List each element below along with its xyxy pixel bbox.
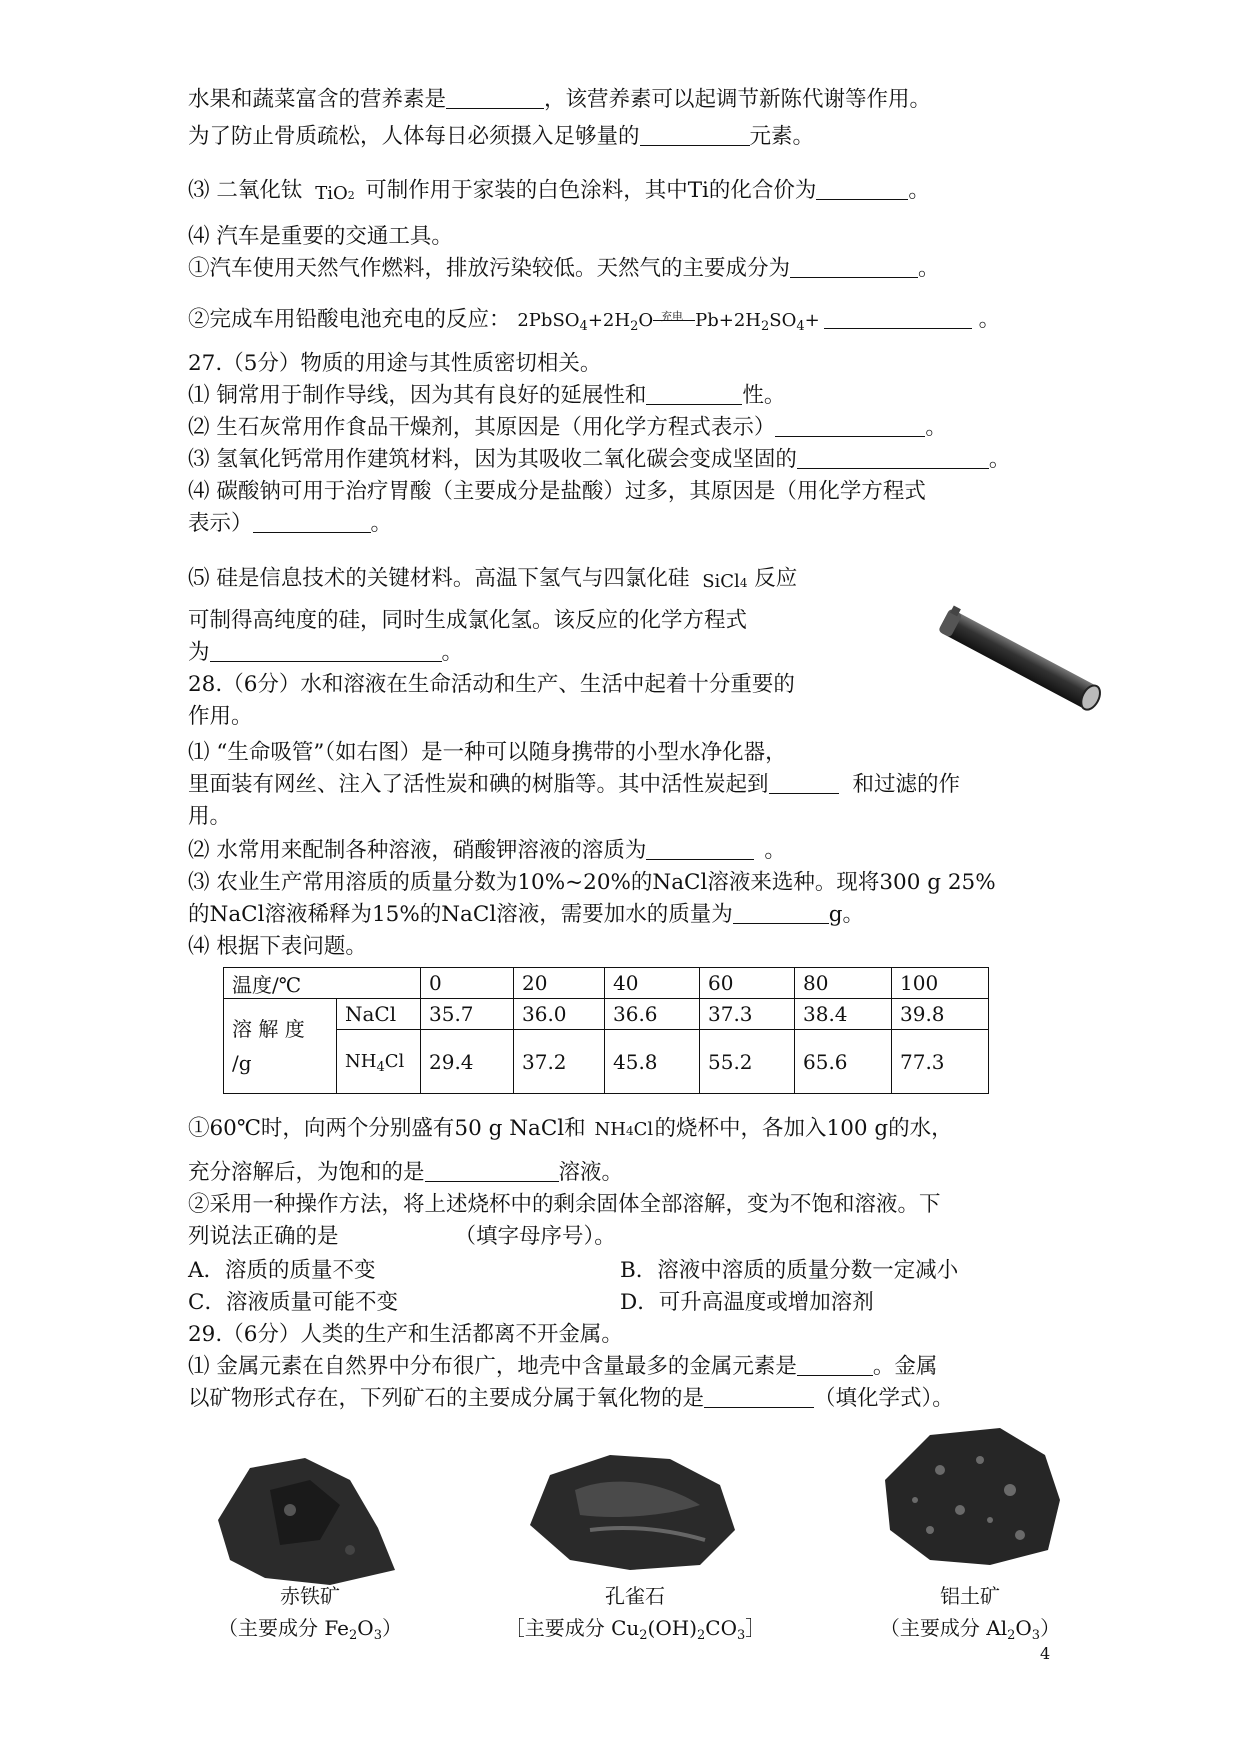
question-text: 和过滤的作 — [852, 772, 961, 797]
text-line — [188, 564, 797, 594]
table-cell: 20 — [514, 968, 605, 999]
text-line — [188, 1190, 941, 1220]
malachite-image — [520, 1445, 740, 1575]
text-line — [188, 606, 747, 636]
text-line — [188, 1114, 953, 1144]
question-4 — [188, 222, 453, 252]
answer-blank[interactable] — [775, 414, 925, 437]
question-text: ⑸ 硅是信息技术的关键材料。高温下氢气与四氯化硅 — [188, 566, 690, 591]
question-3 — [188, 176, 930, 206]
question-text: ⑶ 二氧化钛 — [188, 178, 303, 203]
question-text: 28.（6分）水和溶液在生命活动和生产、生活中起着十分重要的 — [188, 672, 795, 697]
question-text: 反应 — [754, 566, 798, 591]
text-line — [188, 1158, 623, 1188]
question-text: ，该营养素可以起调节新陈代谢等作用。 — [544, 87, 932, 112]
chemical-equation: $2PbSO_4+2H_2O$ 充电 $Pb+2H_2SO_4+$ — [517, 310, 819, 331]
option-c[interactable]: C．溶液质量可能不变 — [188, 1290, 398, 1315]
question-text: 。 — [441, 640, 464, 665]
text-line — [188, 770, 960, 800]
life-straw-image — [930, 605, 1110, 715]
text-line — [188, 932, 367, 962]
question-28 — [188, 670, 795, 700]
answer-blank[interactable] — [797, 446, 989, 469]
text-line — [188, 738, 787, 768]
question-text: 列说法正确的是 — [188, 1224, 339, 1249]
question-text: 。 — [918, 256, 940, 281]
table-cell: 36.0 — [514, 999, 605, 1030]
table-cell: 45.8 — [605, 1030, 700, 1094]
answer-blank[interactable] — [425, 1159, 559, 1182]
question-text: 。 — [988, 447, 1011, 472]
answer-blank[interactable] — [797, 1353, 873, 1376]
answer-blank[interactable] — [640, 123, 750, 146]
mineral-formula: （主要成分 $Fe_2O_3$） — [218, 1616, 402, 1643]
question-text: 表示） — [188, 511, 253, 536]
text-line — [188, 122, 814, 152]
table-cell: 35.7 — [421, 999, 514, 1030]
table-cell: 40 — [605, 968, 700, 999]
answer-blank[interactable] — [816, 177, 908, 200]
table-cell: 37.2 — [514, 1030, 605, 1094]
option-b[interactable]: B．溶液中溶质的质量分数一定减小 — [620, 1258, 959, 1283]
answer-blank[interactable] — [253, 510, 371, 533]
formula-nh4cl: NH4Cl — [594, 1119, 654, 1140]
question-text: ⑴ 金属元素在自然界中分布很广，地壳中含量最多的金属元素是 — [188, 1354, 797, 1379]
text-line — [188, 305, 1000, 336]
question-text: ①汽车使用天然气作燃料，排放污染较低。天然气的主要成分为 — [188, 256, 791, 281]
text-line — [188, 802, 231, 832]
hematite-image — [210, 1450, 400, 1590]
text-line — [188, 836, 786, 866]
table-cell: 100 — [892, 968, 989, 999]
option-d[interactable]: D．可升高温度或增加溶剂 — [620, 1290, 874, 1315]
question-text: ⑴ 铜常用于制作导线，因为其有良好的延展性和 — [188, 383, 647, 408]
table-header-temp: 温度/℃ — [224, 968, 421, 999]
question-text: 水果和蔬菜富含的营养素是 — [188, 87, 447, 112]
page-number: 4 — [1040, 1644, 1051, 1663]
text-line — [188, 868, 996, 898]
question-text: ②采用一种操作方法，将上述烧杯中的剩余固体全部溶解，变为不饱和溶液。下 — [188, 1192, 941, 1217]
table-cell: 0 — [421, 968, 514, 999]
answer-blank[interactable] — [733, 901, 829, 924]
text-line — [188, 509, 392, 539]
text-line — [188, 1222, 616, 1252]
question-text: 可制得高纯度的硅，同时生成氯化氢。该反应的化学方程式 — [188, 608, 748, 633]
answer-blank[interactable] — [824, 306, 972, 329]
question-text: 溶液。 — [558, 1160, 624, 1185]
question-text: 性。 — [742, 383, 786, 408]
text-line — [188, 702, 253, 732]
text-line — [188, 477, 926, 507]
question-text: （填字母序号）。 — [454, 1224, 616, 1249]
answer-blank[interactable] — [646, 382, 742, 405]
question-text: 里面装有网丝、注入了活性炭和碘的树脂等。其中活性炭起到 — [188, 772, 769, 797]
answer-blank[interactable] — [790, 255, 918, 278]
table-cell: 77.3 — [892, 1030, 989, 1094]
formula-tio2: TiO2 — [315, 183, 355, 204]
text-line — [188, 445, 1010, 475]
question-text: ⑵ 生石灰常用作食品干燥剂，其原因是（用化学方程式表示） — [188, 415, 776, 440]
text-line — [188, 1384, 954, 1414]
question-text: 29.（6分）人类的生产和生活都离不开金属。 — [188, 1322, 623, 1347]
question-text: ⑶ 农业生产常用溶质的质量分数为10%~20%的NaCl溶液来选种。现将300 g 25% — [188, 870, 996, 895]
question-text: ⑷ 碳酸钠可用于治疗胃酸（主要成分是盐酸）过多，其原因是（用化学方程式 — [188, 479, 926, 504]
question-text: （填化学式）。 — [814, 1386, 954, 1411]
question-27 — [188, 349, 601, 379]
bauxite-image — [870, 1420, 1070, 1570]
question-text: 用。 — [188, 804, 232, 829]
question-text: ⑶ 氢氧化钙常用作建筑材料，因为其吸收二氧化碳会变成坚固的 — [188, 447, 797, 472]
table-cell: 80 — [795, 968, 892, 999]
answer-blank[interactable] — [704, 1385, 814, 1408]
answer-blank[interactable] — [446, 86, 544, 109]
text-line — [188, 381, 785, 411]
question-text: 。 — [370, 511, 393, 536]
table-cell: 55.2 — [700, 1030, 795, 1094]
text-line — [188, 85, 931, 115]
question-29 — [188, 1320, 623, 1350]
mineral-formula: ［主要成分 $Cu_2(OH)_2CO_3]$ — [504, 1616, 766, 1643]
table-row-label: NaCl — [337, 999, 421, 1030]
mineral-name: 孔雀石 — [605, 1584, 665, 1608]
mineral-formula: （主要成分 $Al_2O_3$） — [879, 1616, 1061, 1643]
question-text: ①60℃时，向两个分别盛有50 g NaCl和 — [188, 1116, 586, 1141]
question-text: g。 — [828, 902, 864, 927]
text-line — [188, 900, 864, 930]
mineral-caption-malachite — [490, 1580, 780, 1644]
text-line — [188, 254, 940, 284]
mineral-caption-bauxite — [850, 1580, 1090, 1644]
option-a[interactable]: A．溶质的质量不变 — [188, 1258, 376, 1283]
mineral-caption-hematite — [190, 1580, 430, 1644]
question-text: ⑷ 根据下表问题。 — [188, 934, 367, 959]
question-text: ⑵ 水常用来配制各种溶液，硝酸钾溶液的溶质为 — [188, 838, 647, 863]
question-text: ⑴ “生命吸管”（如右图）是一种可以随身携带的小型水净化器， — [188, 740, 787, 765]
solubility-table — [223, 967, 989, 1094]
table-row-label: $NH_4Cl$ — [337, 1030, 421, 1094]
question-text: 。金属 — [872, 1354, 938, 1379]
question-text: 充分溶解后，为饱和的是 — [188, 1160, 425, 1185]
question-text: 的NaCl溶液稀释为15%的NaCl溶液，需要加水的质量为 — [188, 902, 733, 927]
formula-sicl4: SiCl4 — [702, 571, 748, 592]
mineral-name: 赤铁矿 — [280, 1584, 340, 1608]
table-cell: 37.3 — [700, 999, 795, 1030]
question-text: 的烧杯中，各加入100 g的水， — [654, 1116, 953, 1141]
question-text: 。 — [764, 838, 786, 863]
question-text: 。 — [925, 415, 947, 440]
table-cell: 29.4 — [421, 1030, 514, 1094]
question-text: 可制作用于家装的白色涂料，其中Ti的化合价为 — [365, 178, 817, 203]
table-group-label: 溶 解 度 /g — [224, 999, 337, 1094]
question-text: ⑷ 汽车是重要的交通工具。 — [188, 224, 453, 249]
question-text: 27.（5分）物质的用途与其性质密切相关。 — [188, 351, 602, 376]
question-text: 以矿物形式存在，下列矿石的主要成分属于氧化物的是 — [188, 1386, 705, 1411]
table-cell: 65.6 — [795, 1030, 892, 1094]
answer-blank[interactable] — [210, 639, 442, 662]
mineral-name: 铝土矿 — [940, 1584, 1000, 1608]
answer-blank[interactable] — [646, 837, 754, 860]
answer-blank[interactable] — [769, 771, 839, 794]
reaction-condition: 充电 — [661, 310, 684, 323]
question-text: ②完成车用铅酸电池充电的反应： — [188, 307, 511, 332]
question-text: 为 — [188, 640, 210, 665]
question-text: 作用。 — [188, 704, 253, 729]
text-line — [188, 638, 463, 668]
question-text: 为了防止骨质疏松，人体每日必须摄入足够量的 — [188, 124, 640, 149]
table-cell: 36.6 — [605, 999, 700, 1030]
question-text: 元素。 — [749, 124, 815, 149]
table-cell: 39.8 — [892, 999, 989, 1030]
question-text: 。 — [908, 178, 930, 203]
text-line — [188, 1352, 937, 1382]
table-cell: 38.4 — [795, 999, 892, 1030]
table-cell: 60 — [700, 968, 795, 999]
text-line — [188, 413, 947, 443]
question-text: 。 — [978, 307, 1001, 332]
